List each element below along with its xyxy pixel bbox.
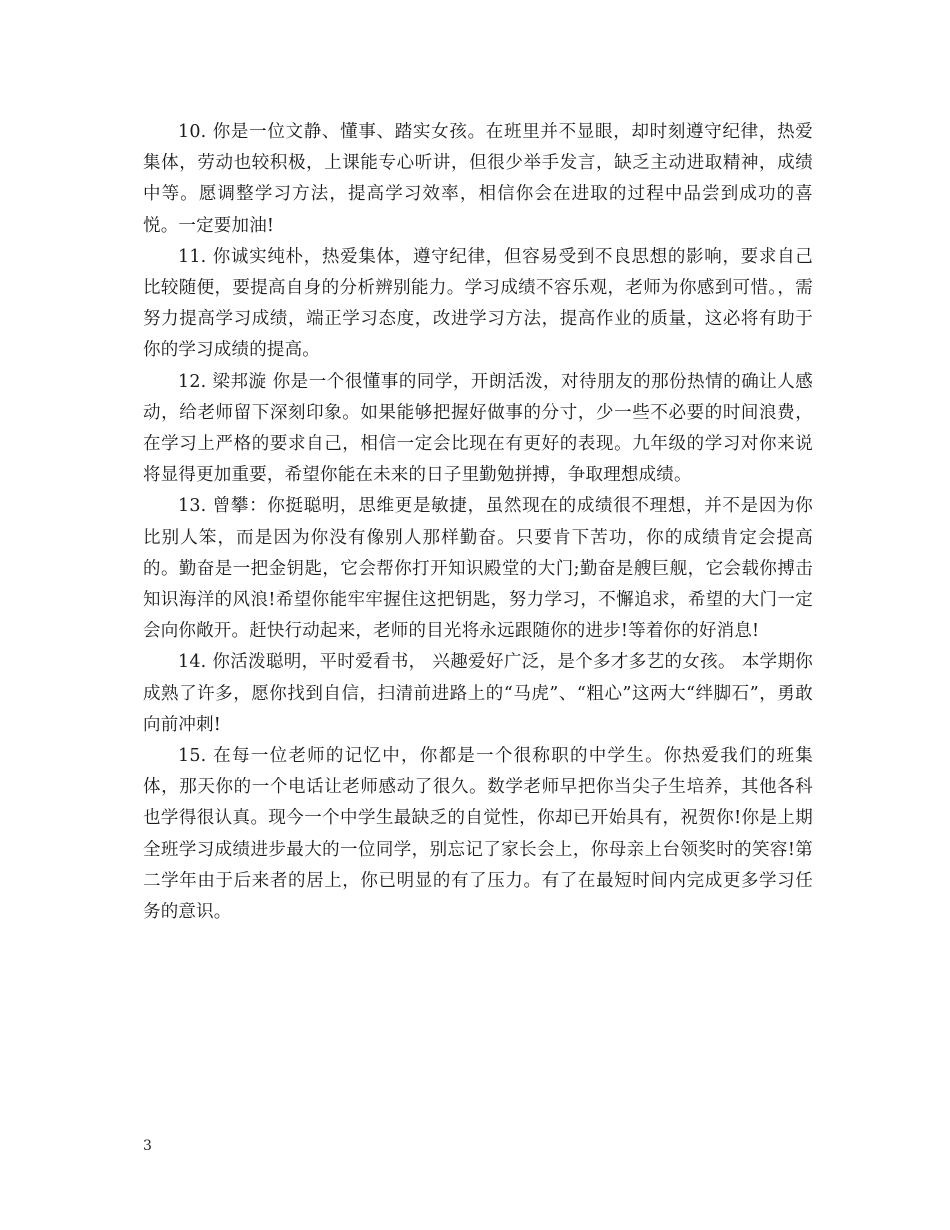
comment-paragraph-14: 14. 你活泼聪明，平时爱看书， 兴趣爱好广泛，是个多才多艺的女孩。 本学期你成熟了许多，愿你找到自信，扫清前进路上的“马虎”、“粗心”这两大“绊脚石”，勇敢向前冲刺!: [143, 652, 813, 735]
comment-paragraph-10: 10. 你是一位文静、懂事、踏实女孩。在班里并不显眼，却时刻遵守纪律，热爱集体，劳动也较积极，上课能专心听讲，但很少举手发言，缺乏主动进取精神，成绩中等。愿调整学习方法，提高学习效率，相信你会在进取的过程中品尝到成功的喜悦。一定要加油!: [143, 122, 813, 236]
document-body: [143, 117, 813, 928]
comment-paragraph-12: 12. 梁邦漩 你是一个很懂事的同学，开朗活泼，对待朋友的那份热情的确让人感动，给老师留下深刻印象。如果能够把握好做事的分寸，少一些不必要的时间浪费，在学习上严格的要求自己，相信一定会比现在有更好的表现。九年级的学习对你来说将显得更加重要，希望你能在未来的日子里勤勉拼搏，争取理想成绩。: [143, 371, 813, 486]
comment-paragraph-15: 15. 在每一位老师的记忆中，你都是一个很称职的中学生。你热爱我们的班集体，那天你的一个电话让老师感动了很久。数学老师早把你当尖子生培养，其他各科也学得很认真。现今一个中学生最缺乏的自觉性，你却已开始具有，祝贺你!你是上期全班学习成绩进步最大的一位同学，别忘记了家长会上，你母亲上台领奖时的笑容!第二学年由于后来者的居上，你已明显的有了压力。有了在最短时间内完成更多学习任务的意识。: [143, 746, 813, 923]
page-number: 3: [143, 1138, 152, 1154]
comment-paragraph-11: 11. 你诚实纯朴，热爱集体，遵守纪律，但容易受到不良思想的影响，要求自己比较随便，要提高自身的分析辨别能力。学习成绩不容乐观，老师为你感到可惜。，需努力提高学习成绩，端正学习态度，改进学习方法，提高作业的质量，这必将有助于你的学习成绩的提高。: [143, 246, 813, 361]
comment-paragraph-13: 13. 曾攀：你挺聪明，思维更是敏捷，虽然现在的成绩很不理想，并不是因为你比别人笨，而是因为你没有像别人那样勤奋。只要肯下苦功，你的成绩肯定会提高的。勤奋是一把金钥匙，它会帮你打开知识殿堂的大门;勤奋是艘巨舰，它会载你搏击知识海洋的风浪!希望你能牢牢握住这把钥匙，努力学习，不懈追求，希望的大门一定会向你敞开。赶快行动起来，老师的目光将永远跟随你的进步!等着你的好消息!: [143, 496, 813, 642]
